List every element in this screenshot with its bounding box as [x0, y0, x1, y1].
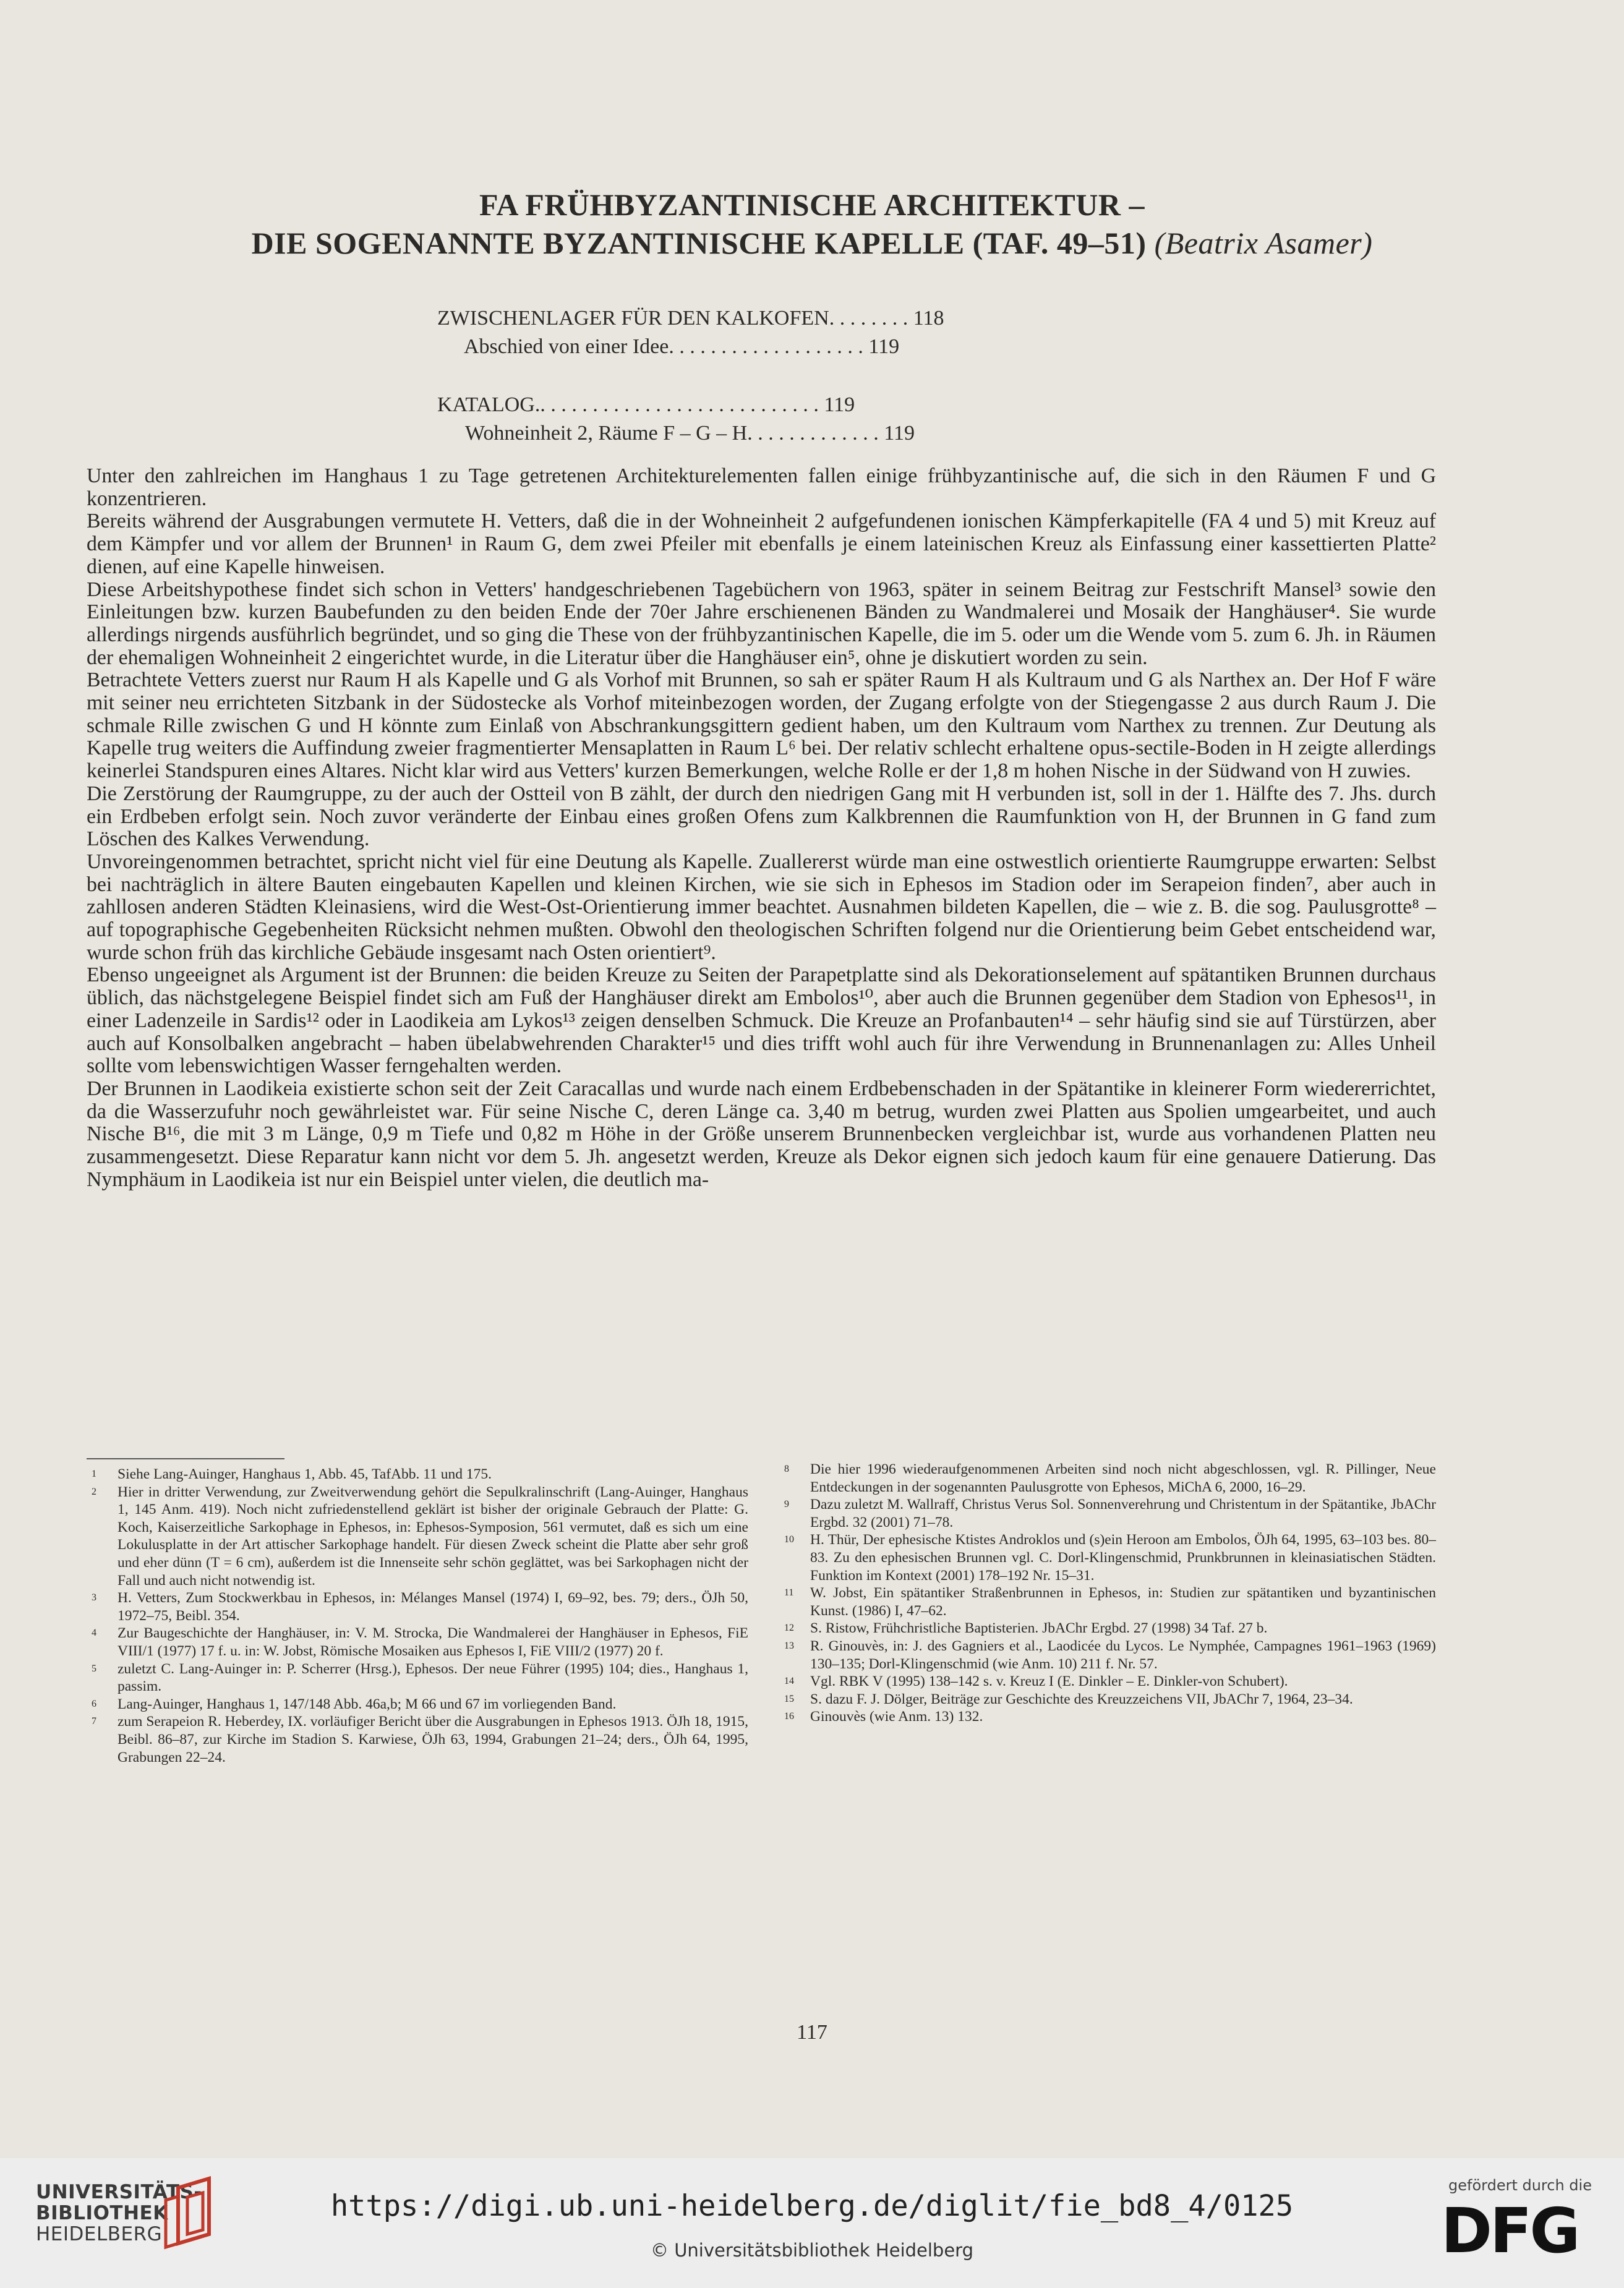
footnote-number: 11	[784, 1587, 794, 1599]
footnote-number: 3	[92, 1592, 96, 1603]
footnote	[87, 1624, 748, 1660]
chapter-title-line-2-text: DIE SOGENANNTE BYZANTINISCHE KAPELLE (TAF. 49–51)	[251, 226, 1147, 260]
toc-entry-page: 119	[824, 393, 855, 416]
toc-entry-label: Abschied von einer Idee	[464, 335, 669, 358]
footnote-text: Dazu zuletzt M. Wallraff, Christus Verus Sol. Sonnenverehrung und Christentum in der Spätantike, JbAChr Ergbd. 32 (2001) 71–78.	[810, 1496, 1436, 1530]
toc-entry-label: KATALOG.	[437, 393, 541, 416]
footnote	[779, 1708, 1436, 1726]
footnote	[779, 1691, 1436, 1709]
footnote-number: 2	[92, 1486, 96, 1497]
footnote-number: 8	[784, 1464, 789, 1474]
footnote-text: Ginouvès (wie Anm. 13) 132.	[810, 1709, 983, 1725]
chapter-title-line-2	[62, 224, 1562, 262]
footer-bar	[0, 2158, 1624, 2288]
footnote-text: Lang-Auinger, Hanghaus 1, 147/148 Abb. 46a,b; M 66 und 67 im vorliegenden Band.	[118, 1696, 617, 1712]
toc-entry-label: Wohneinheit 2, Räume F – G – H	[465, 422, 748, 445]
footnote	[779, 1496, 1436, 1531]
footnote-text: R. Ginouvès, in: J. des Gagniers et al., Laodicée du Lycos. Le Nymphée, Campagnes 1961–1963 (1969) 130–135; Dorl-Klingenschmid (wie Anm. 10) 211 f. Nr. 57.	[810, 1637, 1436, 1672]
footnote	[779, 1620, 1436, 1637]
footnote-text: Hier in dritter Verwendung, zur Zweitverwendung gehört die Sepulkralinschrift (Lang-Auinger, Hanghaus 1, 145 Anm. 419). Noch nicht zufriedenstellend geklärt ist bisher der originale Gebrauch der Platte: G. Koch, Kaiserzeitliche Sarkophage in Ephesos, in: Ephesos-Symposion, 561 vermutet, daß es sich um eine Lokulusplatte in der Art attischer Sarkophage handelt. Für diesen Zweck scheint die Platte aber sehr groß und eher dünn (T = 6 cm), außerdem ist die Innenseite sehr schön geglättet, was bei Sarkophagen nicht der Fall und auch nicht notwendig ist.	[118, 1483, 748, 1589]
paragraph: Betrachtete Vetters zuerst nur Raum H als Kapelle und G als Vorhof mit Brunnen, so sah er später Raum H als Kultraum und G als Narthex an. Der Hof F wäre mit seiner neu errichteten Sitzbank in der Südostecke als Vorhof miteinbezogen worden, der Zugang erfolgte von der Stiegengasse 2 aus durch Raum J. Die schmale Rille zwischen G und H könnte zum Einlaß von Abschrankungsgittern gedient haben, um den Kultraum vom Narthex zu trennen. Zur Deutung als Kapelle trug weiters die Auffindung zweier fragmentierter Mensaplatten in Raum L⁶ bei. Der relativ schlecht erhaltene opus-sectile-Boden in H zeigte allerdings keinerlei Standspuren eines Altares. Nicht klar wird aus Vetters' kurzen Bemerkungen, welche Rolle er der 1,8 m hohen Nische in der Südwand von H zuwies.	[87, 668, 1436, 783]
dfg-caption: gefördert durch die	[1448, 2177, 1592, 2194]
footnote	[87, 1696, 748, 1714]
paragraph: Ebenso ungeeignet als Argument ist der Brunnen: die beiden Kreuze zu Seiten der Parapetplatte sind als Dekorationselement auf spätantiken Brunnen durchaus üblich, das nächstgelegene Beispiel findet sich am Fuß der Hanghäuser direkt am Embolos¹⁰, aber auch die Brunnen gegenüber dem Stadion von Ephesos¹¹, in einer Ladenzeile in Sardis¹² oder in Laodikeia am Lykos¹³ zeigen denselben Schmuck. Die Kreuze an Profanbauten¹⁴ – sehr häufig sind sie auf Türstürzen, aber auch auf Konsolbalken angebracht – haben übelabwehrenden Charakter¹⁵ und dies trifft wohl auch für ihre Verwendung in Brunnenanlagen zu: Alles Unheil sollte vom lebenswichtigen Wasser ferngehalten werden.	[87, 963, 1436, 1078]
toc-entry[interactable]	[465, 418, 915, 448]
chapter-title-line-1: FA FRÜHBYZANTINISCHE ARCHITEKTUR –	[479, 187, 1145, 222]
footnote-text: Die hier 1996 wiederaufgenommenen Arbeiten sind noch nicht abgeschlossen, vgl. R. Pillinger, Neue Entdeckungen in der sogenannten Paulusgrotte von Ephesos, MiChA 6, 2000, 16–29.	[810, 1461, 1436, 1495]
footnote-text: H. Vetters, Zum Stockwerkbau in Ephesos, in: Mélanges Mansel (1974) I, 69–92, bes. 79; ders., ÖJh 50, 1972–75, Beibl. 354.	[118, 1590, 748, 1624]
footnote-text: S. dazu F. J. Dölger, Beiträge zur Geschichte des Kreuzzeichens VII, JbAChr 7, 1964, 23–34.	[810, 1691, 1353, 1707]
toc-entry-leader: . . . . . . . . . . . . .	[747, 422, 879, 445]
toc-entry-leader: . . . . . . . . . . . . . . . . . . . . . . . . . . .	[540, 393, 819, 416]
toc-entry-page: 119	[884, 422, 915, 445]
footnote-number: 16	[784, 1711, 794, 1722]
dfg-logo-icon[interactable]: DFG	[1441, 2195, 1578, 2267]
footnote-text: Vgl. RBK V (1995) 138–142 s. v. Kreuz I (E. Dinkler – E. Dinkler-von Schubert).	[810, 1673, 1288, 1690]
page-number: 117	[797, 2021, 827, 2044]
footnote-text: zum Serapeion R. Heberdey, IX. vorläufiger Bericht über die Ausgrabungen in Ephesos 1913. ÖJh 18, 1915, Beibl. 86–87, zur Kirche im Stadion S. Karwiese, ÖJh 63, 1994, Grabungen 21–24; ders., ÖJh 64, 1995, Grabungen 22–24.	[118, 1714, 748, 1765]
permalink-url[interactable]: https://digi.ub.uni-heidelberg.de/diglit/fie_bd8_4/0125	[330, 2189, 1294, 2223]
footnote-number: 10	[784, 1534, 794, 1545]
paragraph: Die Zerstörung der Raumgruppe, zu der auch der Ostteil von B zählt, der durch den niedrigen Gang mit H verbunden ist, soll in der 1. Hälfte des 7. Jhs. durch ein Erdbeben erfolgt sein. Noch zuvor veränderte der Einbau eines großen Ofens zum Kalkbrennen die Raumfunktion von H, der Brunnen in G fand zum Löschen des Kalkes Verwendung.	[87, 782, 1436, 851]
footnote	[87, 1589, 748, 1624]
paragraph: Der Brunnen in Laodikeia existierte schon seit der Zeit Caracallas und wurde nach einem Erdbebenschaden in der Spätantike in kleinerer Form wiedererrichtet, da die Wasserzufuhr noch gewährleistet war. Für seine Nische C, deren Länge ca. 3,40 m betrug, wurden zwei Platten aus Spolien umgearbeitet, und auch Nische B¹⁶, die mit 3 m Länge, 0,9 m Tiefe und 0,82 m Höhe in der Größe unserem Brunnenbecken vergleichbar ist, wurde aus vorhandenen Platten neu zusammengesetzt. Diese Reparatur kann nicht vor dem 5. Jh. angesetzt werden, Kreuze als Dekor eignen sich jedoch kaum für eine genauere Datierung. Das Nymphäum in Laodikeia ist nur ein Beispiel unter vielen, die deutlich ma-	[87, 1077, 1436, 1191]
footnote-text: S. Ristow, Frühchristliche Baptisterien. JbAChr Ergbd. 27 (1998) 34 Taf. 27 b.	[810, 1620, 1268, 1637]
paragraph: Unter den zahlreichen im Hanghaus 1 zu Tage getretenen Architekturelementen fallen einige frühbyzantinische auf, die sich in den Räumen F und G konzentrieren.	[87, 464, 1436, 510]
toc-entry-leader: . . . . . . . .	[829, 307, 908, 330]
paragraph: Diese Arbeitshypothese findet sich schon in Vetters' handgeschriebenen Tagebüchern von 1963, später in seinem Beitrag zur Festschrift Mansel³ sowie den Einleitungen bzw. kurzen Baubefunden zu den beiden Ende der 70er Jahre erschienenen Bänden zu Wandmalerei und Mosaik der Hanghäuser⁴. Sie wurde allerdings nirgends ausführlich begründet, und so ging die These von der frühbyzantinischen Kapelle, die im 5. oder um die Wende vom 5. zum 6. Jh. in Räumen der ehemaligen Wohneinheit 2 eingerichtet wurde, in die Literatur über die Hanghäuser ein⁵, ohne je diskutiert worden zu sein.	[87, 578, 1436, 669]
footnote-number: 12	[784, 1623, 794, 1634]
main-text	[87, 465, 1436, 1192]
footnote-text: W. Jobst, Ein spätantiker Straßenbrunnen in Ephesos, in: Studien zur spätantiken und byzantinischen Kunst. (1986) I, 47–62.	[810, 1585, 1436, 1619]
library-name-line-1: UNIVERSITÄTS-	[36, 2181, 202, 2203]
footnote	[779, 1673, 1436, 1691]
footnote-number: 15	[784, 1693, 794, 1704]
footnote	[87, 1466, 748, 1483]
footnote-text: zuletzt C. Lang-Auinger in: P. Scherrer (Hrsg.), Ephesos. Der neue Führer (1995) 104; dies., Hanghaus 1, passim.	[118, 1660, 748, 1695]
toc-entry[interactable]	[437, 303, 944, 333]
footnote	[779, 1531, 1436, 1584]
library-name-line-3: HEIDELBERG	[36, 2223, 163, 2245]
library-name-line-2: BIBLIOTHEK	[36, 2202, 168, 2224]
footnote-text: Siehe Lang-Auinger, Hanghaus 1, Abb. 45, TafAbb. 11 und 175.	[118, 1466, 492, 1482]
footnote	[87, 1483, 748, 1590]
paragraph: Bereits während der Ausgrabungen vermutete H. Vetters, daß die in der Wohneinheit 2 aufgefundenen ionischen Kämpferkapitelle (FA 4 und 5) mit Kreuz auf dem Kämpfer und vor allem der Brunnen¹ in Raum G, dem zwei Pfeiler mit ebenfalls je einem lateinischen Kreuz als Einfassung einer kassettierten Platte² dienen, auf eine Kapelle hinweisen.	[87, 510, 1436, 578]
footnote	[87, 1660, 748, 1696]
chapter-author: (Beatrix Asamer)	[1154, 226, 1373, 260]
toc-entry-label: ZWISCHENLAGER FÜR DEN KALKOFEN	[437, 307, 829, 330]
footnote	[779, 1637, 1436, 1673]
toc-entry-page: 118	[913, 307, 944, 330]
chapter-title	[62, 186, 1562, 262]
footnote-number: 14	[784, 1676, 794, 1687]
footnote-divider	[87, 1458, 284, 1459]
toc-entry-page: 119	[868, 335, 900, 358]
footnote	[87, 1713, 748, 1766]
toc-entry[interactable]	[464, 331, 899, 362]
footnote-text: Zur Baugeschichte der Hanghäuser, in: V. M. Strocka, Die Wandmalerei der Hanghäuser in Ephesos, FiE VIII/1 (1977) 17 f. u. in: W. Jobst, Römische Mosaiken aus Ephesos I, FiE VIII/2 (1977) 20 f.	[118, 1625, 748, 1659]
footnote-number: 13	[784, 1640, 794, 1651]
copyright-notice: © Universitätsbibliothek Heidelberg	[650, 2240, 973, 2261]
footnote-number: 9	[784, 1499, 789, 1510]
footnote	[779, 1584, 1436, 1620]
toc-entry-leader: . . . . . . . . . . . . . . . . . . .	[669, 335, 863, 358]
footnotes-right-column	[779, 1461, 1436, 1726]
footnotes-left-column	[87, 1466, 748, 1766]
footnote-number: 4	[92, 1628, 96, 1639]
footnote-number: 7	[92, 1716, 96, 1727]
footnote-number: 1	[92, 1469, 96, 1479]
paragraph: Unvoreingenommen betrachtet, spricht nicht viel für eine Deutung als Kapelle. Zuallererst würde man eine ostwestlich orientierte Raumgruppe erwarten: Selbst bei nachträglich in ältere Bauten eingebauten Kapellen und kleinen Kirchen, wie sie sich in Ephesos im Stadion oder im Serapeion finden⁷, aber auch in zahllosen anderen Städten Kleinasiens, wird die West-Ost-Orientierung immer beachtet. Ausnahmen bildeten Kapellen, die – wie z. B. die sog. Paulusgrotte⁸ – auf topographische Gegebenheiten Rücksicht nehmen mußten. Obwohl den theologischen Schriften folgend nur die Orientierung beim Gebet entscheidend war, wurde schon früh das kirchliche Gebäude insgesamt nach Osten orientiert⁹.	[87, 850, 1436, 964]
footnote	[779, 1461, 1436, 1496]
footnote-number: 5	[92, 1663, 96, 1674]
footnote-text: H. Thür, Der ephesische Ktistes Androklos und (s)ein Heroon am Embolos, ÖJh 64, 1995, 63–103 bes. 80–83. Zu den ephesischen Brunnen vgl. C. Dorl-Klingenschmid, Prunkbrunnen in kleinasiatischen Städten. Funktion im Kontext (2001) 178–192 Nr. 15–31.	[810, 1532, 1436, 1584]
toc-entry[interactable]	[437, 390, 855, 420]
footnote-number: 6	[92, 1698, 96, 1709]
